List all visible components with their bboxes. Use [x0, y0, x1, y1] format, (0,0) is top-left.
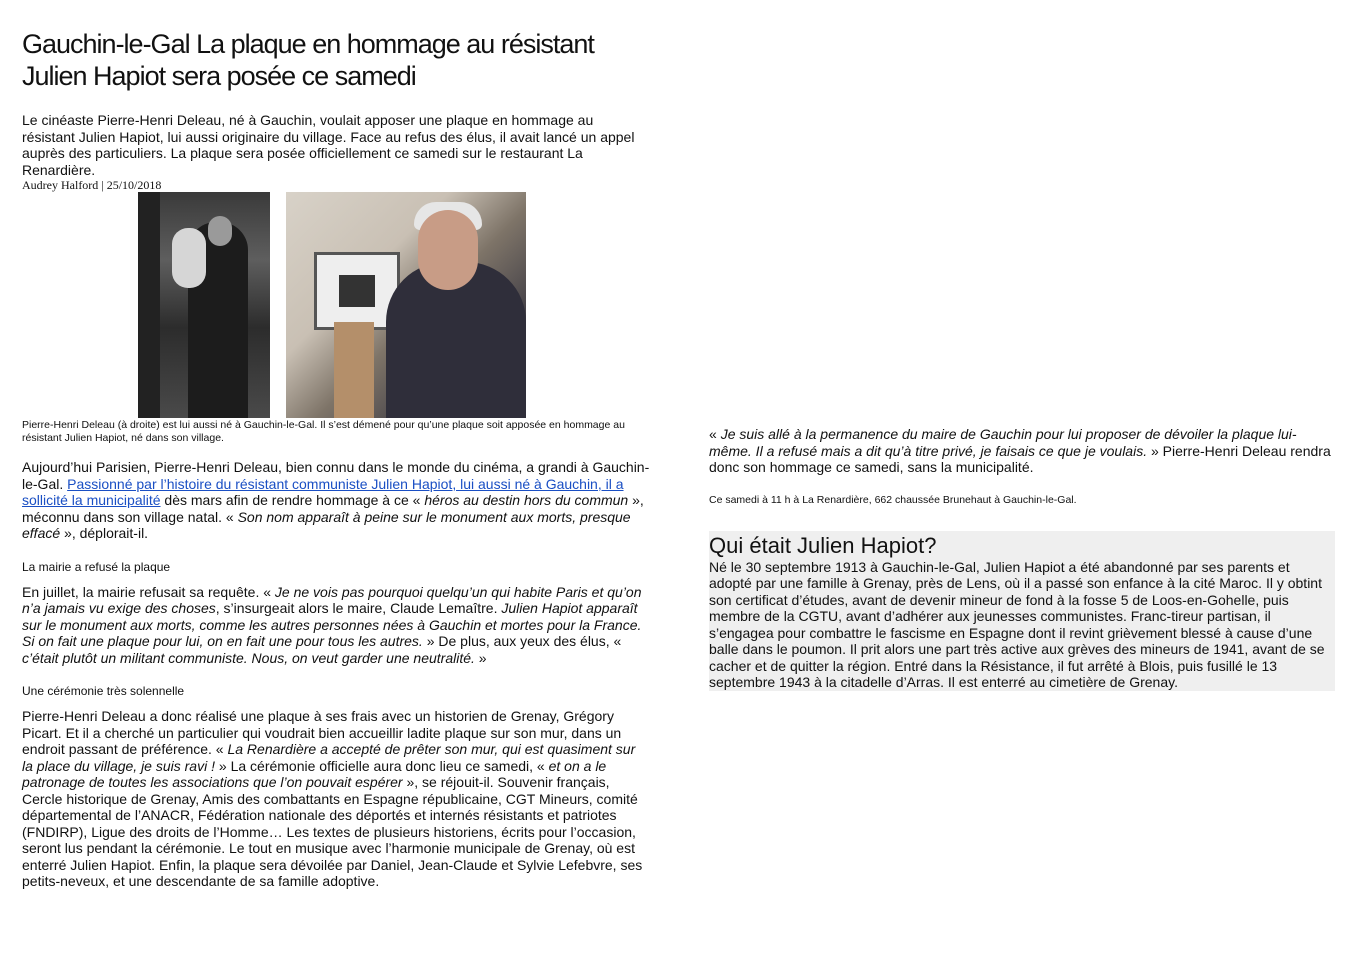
photo-caption: Pierre-Henri Deleau (à droite) est lui aussi né à Gauchin-le-Gal. Il s’est démené pour qu’une plaque soit apposée en hommage au résistant Julien Hapiot, né dans son village. [22, 419, 625, 444]
p2-quote-2: Julien Hapiot apparaît sur le monument aux morts, comme les autres personnes nées à Gauchin et mortes pour la France. Si on fait une plaque pour lui, on en fait une pour tous les autres. [22, 600, 642, 649]
p1-text-4: », déplorait-il. [60, 525, 149, 541]
photo-man-face [418, 210, 478, 290]
paragraph-4 [709, 426, 1335, 476]
p4-text-1: « [709, 426, 721, 442]
related-article-link[interactable]: Passionné par l’histoire du résistant communiste Julien Hapiot, lui aussi né à Gauchin, il a sollicité la municipalité [22, 475, 624, 508]
p2-text-4: » [474, 649, 487, 666]
subheading-ceremonie: Une cérémonie très solennelle [22, 684, 185, 698]
info-box-title: Qui était Julien Hapiot? [709, 532, 937, 558]
p1-text-3: », méconnu dans son village natal. « [22, 492, 644, 525]
p4-quote-1: Je suis allé à la permanence du maire de Gauchin pour lui proposer de dévoiler la plaque lui-même. Il a refusé mais a dit qu’à titre privé, je faisais ce que je voulais. [709, 426, 1297, 459]
photo-door-shape [138, 192, 160, 418]
p2-text-1: En juillet, la mairie refusait sa requête. « [22, 583, 275, 600]
event-info: Ce samedi à 11 h à La Renardière, 662 chaussée Brunehaut à Gauchin-le-Gal. [709, 493, 1077, 506]
p3-quote-2: et on a le patronage de toutes les associations que l’on pouvait espérer [22, 757, 607, 790]
p2-quote-3: c’était plutôt un militant communiste. Nous, on veut garder une neutralité. [22, 649, 475, 666]
headline-line-1: Gauchin-le-Gal La plaque en hommage au résistant [22, 29, 594, 59]
paragraph-3 [22, 708, 650, 890]
subheading-mairie: La mairie a refusé la plaque [22, 559, 171, 574]
article-headline [22, 28, 650, 92]
p3-text-3: », se réjouit-il. Souvenir français, Cercle historique de Grenay, Amis des combattants en Espagne républicaine, CGT Mineurs, comité départemental de l’ANACR, Fédération nationale des déportés et internés résistants et patriotes (FNDIRP), Ligue des droits de l’Homme… Les textes de plusieurs historiens, écrits pour l’occasion, seront lus pendant la cérémonie. Le tout en musique avec l’harmonie municipale de Grenay, où est enterré Julien Hapiot. Enfin, la plaque sera dévoilée par Daniel, Jean-Claude et Sylvie Lefebvre, ses petits-neveux, et une descendante de sa famille adoptive. [22, 774, 643, 889]
p1-text-1: Aujourd’hui Parisien, Pierre-Henri Deleau, bien connu dans le monde du cinéma, a grandi à Gauchin-le-Gal. [22, 459, 650, 492]
p1-text-2: dès mars afin de rendre hommage à ce « [160, 492, 425, 508]
p3-quote-1: La Renardière a accepté de prêter son mur, qui est quasiment sur la place du village, je suis ravi ! [22, 741, 636, 774]
p1-quote-2: Son nom apparaît à peine sur le monument aux morts, presque effacé [22, 508, 631, 541]
paragraph-2 [22, 584, 650, 667]
p4-text-2: » Pierre-Henri Deleau rendra donc son hommage ce samedi, sans la municipalité. [709, 442, 1331, 475]
article-lead: Le cinéaste Pierre-Henri Deleau, né à Gauchin, voulait apposer une plaque en hommage au résistant Julien Hapiot, lui aussi originaire du village. Face au refus des élus, il avait lancé un appel auprès des particuliers. La plaque sera posée officiellement ce samedi sur le restaurant La Renardière. [22, 112, 635, 178]
article-side-column [709, 426, 1335, 691]
p3-text-1: Pierre-Henri Deleau a donc réalisé une plaque à ses frais avec un historien de Grenay, Grégory Picart. Et il a cherché un particulier qui voudrait bien accueillir ladite plaque sur son mur, dans un endroit passant de préférence. « [22, 708, 622, 757]
photo-frame-inner [339, 275, 375, 307]
p2-quote-1: Je ne vois pas pourquoi quelqu’un qui habite Paris et qu’on n’a jamais vu exige des choses [22, 583, 642, 616]
photo-baby-figure [172, 228, 206, 288]
paragraph-1 [22, 459, 650, 542]
photo-man-head [208, 216, 232, 246]
portrait-photo [286, 192, 526, 418]
p1-quote-1: héros au destin hors du commun [424, 492, 629, 508]
headline-line-2: Julien Hapiot sera posée ce samedi [22, 61, 416, 91]
p2-text-2: , s’insurgeait alors le maire, Claude Lemaître. [215, 600, 502, 616]
historical-photo [138, 192, 270, 418]
article-main-column [22, 28, 650, 890]
article-byline: Audrey Halford | 25/10/2018 [22, 178, 162, 192]
info-box-text: Né le 30 septembre 1913 à Gauchin-le-Gal, Julien Hapiot a été abandonné par ses parents et adopté par une famille à Grenay, près de Lens, où il a passé son enfance à la cité Maroc. Il y obtint son certificat d’études, avant de devenir mineur de fond à la fosse 5 de Loos-en-Gohelle, puis membre de la CGTU, avant d’adhérer aux jeunesses communistes. Franc-tireur partisan, il s’engagea pour combattre le fascisme en Espagne dont il revint grièvement blessé à cause d’une balle dans le poumon. Il prit alors une part très active aux grèves des mineurs de 1941, avant de se cacher et de quitter la région. Entré dans la Résistance, il fut arrêté à Blois, puis fusillé le 13 septembre 1943 à la citadelle d’Arras. Il est enterré au cimetière de Grenay. [709, 558, 1325, 690]
p2-text-3: » De plus, aux yeux des élus, « [422, 633, 622, 649]
photo-lamp-shape [334, 322, 374, 418]
p3-text-2: » La cérémonie officielle aura donc lieu ce samedi, « [215, 757, 549, 774]
info-box [709, 531, 1335, 691]
article-photos [22, 192, 650, 419]
